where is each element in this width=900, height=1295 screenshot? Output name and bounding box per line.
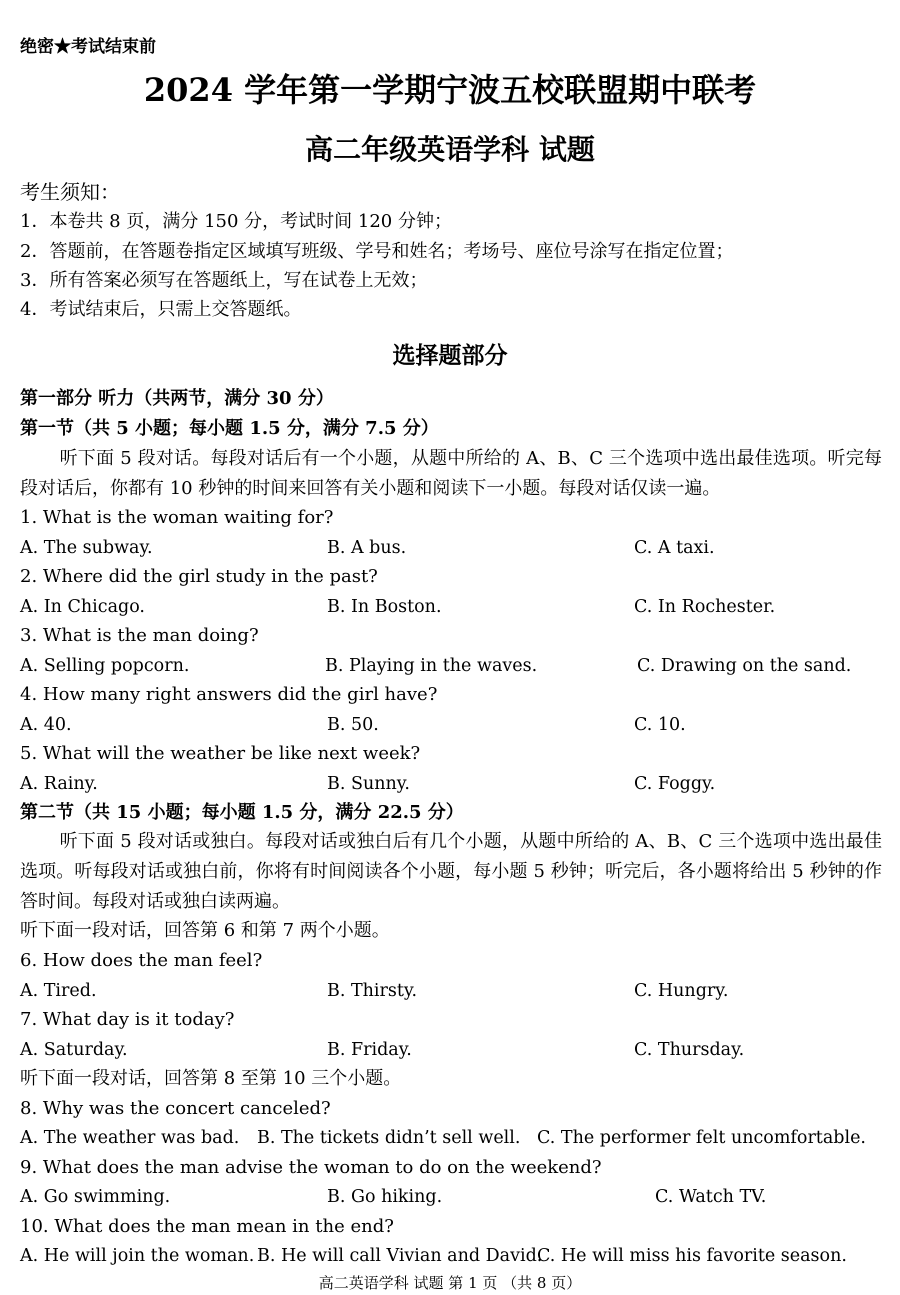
page-footer: 高二英语学科 试题 第 1 页 （共 8 页） bbox=[318, 1274, 582, 1292]
part1-title: 第一部分 听力（共两节，满分 30 分） bbox=[20, 388, 334, 409]
exam-subtitle: 高二年级英语学科 试题 bbox=[305, 133, 595, 166]
option-c: C. In Rochester. bbox=[634, 597, 776, 617]
option-b: B. A bus. bbox=[327, 538, 407, 558]
option-c: C. Foggy. bbox=[634, 774, 716, 794]
option-c: C. Hungry. bbox=[634, 981, 729, 1001]
question-10: 10. What does the man mean in the end? bbox=[20, 1216, 394, 1237]
option-a: A. He will join the woman. bbox=[20, 1246, 255, 1266]
option-c: C. 10. bbox=[634, 715, 686, 735]
notice-item: 3．所有答案必须写在答题纸上，写在试卷上无效； bbox=[20, 270, 428, 291]
option-a: A. Saturday. bbox=[20, 1040, 128, 1060]
notice-item: 2．答题前，在答题卷指定区域填写班级、学号和姓名；考场号、座位号涂写在指定位置； bbox=[20, 241, 734, 262]
confidential-label: 绝密★考试结束前 bbox=[20, 37, 156, 57]
notice-item: 1．本卷共 8 页，满分 150 分，考试时间 120 分钟； bbox=[20, 211, 452, 232]
question-4: 4. How many right answers did the girl have? bbox=[20, 684, 438, 705]
option-a: A. The subway. bbox=[20, 538, 153, 558]
sec1-instructions: 听下面 5 段对话。每段对话后有一个小题，从题中所给的 A、B、C 三个选项中选出最佳选项。听完每段对话后，你都有 10 秒钟的时间来回答有关小题和阅读下一小题。每段对话仅读一遍。 bbox=[20, 448, 882, 499]
section-title: 选择题部分 bbox=[392, 342, 508, 369]
question-3: 3. What is the man doing? bbox=[20, 625, 259, 646]
option-b: B. The tickets didn’t sell well. bbox=[257, 1128, 521, 1148]
option-b: B. Friday. bbox=[327, 1040, 412, 1060]
question-7: 7. What day is it today? bbox=[20, 1009, 235, 1030]
option-c: C. A taxi. bbox=[634, 538, 715, 558]
option-b: B. He will call Vivian and David. bbox=[257, 1246, 543, 1266]
question-5: 5. What will the weather be like next week? bbox=[20, 743, 421, 764]
exam-title: 2024 学年第一学期宁波五校联盟期中联考 bbox=[143, 71, 757, 109]
question-9: 9. What does the man advise the woman to do on the weekend? bbox=[20, 1157, 602, 1178]
option-b: B. 50. bbox=[327, 715, 379, 735]
option-a: A. Go swimming. bbox=[20, 1187, 171, 1207]
option-b: B. Go hiking. bbox=[327, 1187, 443, 1207]
option-b: B. Sunny. bbox=[327, 774, 410, 794]
question-1: 1. What is the woman waiting for? bbox=[20, 507, 334, 528]
sec2-title: 第二节（共 15 小题；每小题 1.5 分，满分 22.5 分） bbox=[20, 802, 464, 823]
option-a: A. Tired. bbox=[20, 981, 97, 1001]
option-c: C. Drawing on the sand. bbox=[637, 656, 852, 676]
listening-lead: 听下面一段对话，回答第 6 和第 7 两个小题。 bbox=[20, 920, 390, 941]
option-a: A. Selling popcorn. bbox=[20, 656, 190, 676]
option-a: A. Rainy. bbox=[20, 774, 98, 794]
option-c: C. Watch TV. bbox=[655, 1187, 767, 1207]
listening-lead: 听下面一段对话，回答第 8 至第 10 三个小题。 bbox=[20, 1068, 402, 1089]
option-b: B. Thirsty. bbox=[327, 981, 418, 1001]
notice-heading: 考生须知： bbox=[20, 180, 120, 204]
question-8: 8. Why was the concert canceled? bbox=[20, 1098, 331, 1119]
option-a: A. In Chicago. bbox=[20, 597, 145, 617]
option-c: C. He will miss his favorite season. bbox=[537, 1246, 847, 1266]
option-a: A. The weather was bad. bbox=[20, 1128, 240, 1148]
notice-item: 4．考试结束后，只需上交答题纸。 bbox=[20, 299, 302, 320]
option-b: B. In Boston. bbox=[327, 597, 442, 617]
option-b: B. Playing in the waves. bbox=[325, 656, 538, 676]
option-c: C. Thursday. bbox=[634, 1040, 745, 1060]
question-2: 2. Where did the girl study in the past? bbox=[20, 566, 378, 587]
option-a: A. 40. bbox=[20, 715, 72, 735]
sec1-title: 第一节（共 5 小题；每小题 1.5 分，满分 7.5 分） bbox=[20, 418, 439, 439]
question-6: 6. How does the man feel? bbox=[20, 950, 263, 971]
sec2-instructions: 听下面 5 段对话或独白。每段对话或独白后有几个小题，从题中所给的 A、B、C 三个选项中选出最佳选项。听每段对话或独白前，你将有时间阅读各个小题，每小题 5 秒钟；听完后，各小题将给出 5 秒钟的作答时间。每段对话或独白读两遍。 bbox=[20, 831, 882, 912]
option-c: C. The performer felt uncomfortable. bbox=[537, 1128, 866, 1148]
